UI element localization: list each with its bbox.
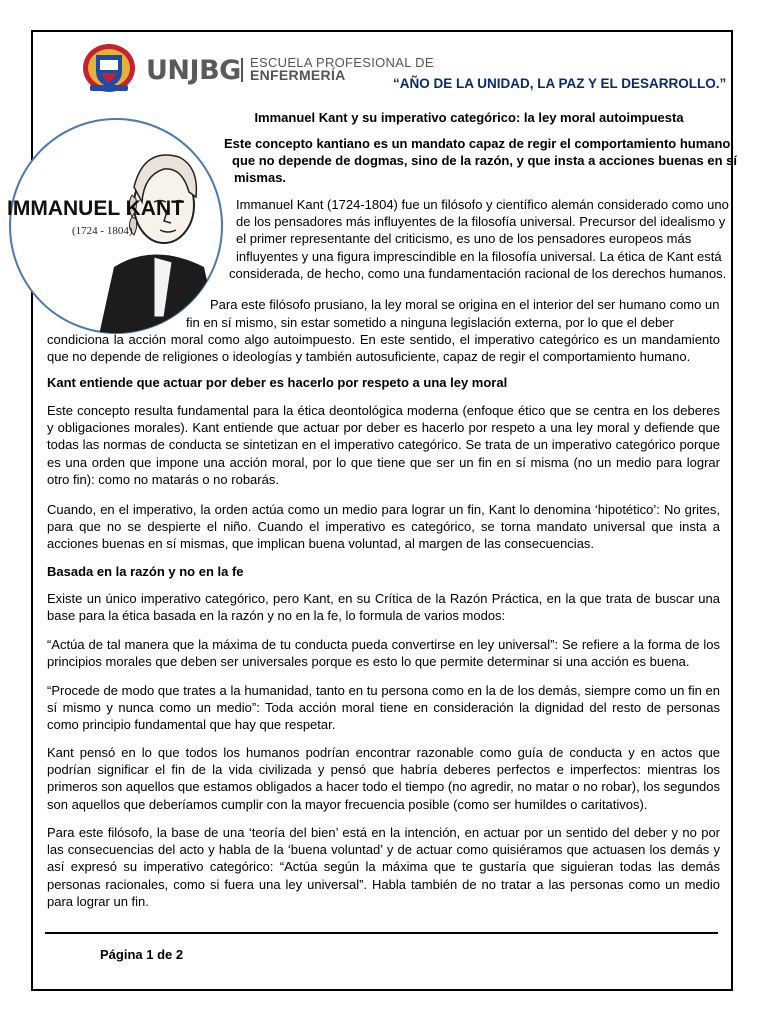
brand-name: UNJBG — [146, 55, 241, 86]
intro-line: el primer representante del criticismo, es uno de los pensadores europeos más — [236, 231, 692, 247]
intro-line: influyentes y una figura imprescindible en la filosofía universal. La ética de Kant está — [236, 248, 722, 264]
university-seal-logo — [82, 43, 136, 93]
paragraph-2-line1: Para este filósofo prusiano, la ley moral se origina en el interior del ser humano como un — [210, 297, 720, 312]
section-heading-1: Kant entiende que actuar por deber es hacerlo por respeto a una ley moral — [47, 375, 508, 390]
intro-paragraph — [229, 196, 729, 282]
brand-separator — [241, 58, 243, 82]
footer-rule — [45, 932, 718, 934]
year-motto: “AÑO DE LA UNIDAD, LA PAZ Y EL DESARROLLO.” — [393, 76, 727, 91]
paragraph-5: Existe un único imperativo categórico, pero Kant, en su Crítica de la Razón Práctica, en la que trata de buscar una base para la ética basada en la razón y no en la fe, lo formula de varios modos: — [47, 591, 720, 624]
portrait-years: (1724 - 1804) — [72, 225, 133, 237]
lead-line: Este concepto kantiano es un mandato capaz de regir el comportamiento humano, — [224, 136, 734, 151]
paragraph-7: “Procede de modo que trates a la humanidad, tanto en tu persona como en la de los demás, siempre como un fin en sí mismo y nunca como un medio”: Toda acción moral tiene en consideración la dignidad del resto de personas como principio fundamental que hay que respetar. — [47, 683, 720, 733]
intro-line: considerada, de hecho, como una fundamentación racional de los derechos humanos. — [229, 265, 727, 281]
intro-line: Immanuel Kant (1724-1804) fue un filósofo y científico alemán considerado como uno — [236, 197, 729, 212]
kant-portrait-image — [4, 117, 224, 335]
paragraph-2-line2: fin en sí mismo, sin estar sometido a ninguna legislación externa, por lo que el deber — [186, 315, 674, 330]
paragraph-6: “Actúa de tal manera que la máxima de tu conducta pueda convertirse en ley universal”: Se refiere a la forma de los principios morales que deben ser universales porque es esto lo que permite determinar si una acción es buena. — [47, 637, 720, 670]
paragraph-9: Para este filósofo, la base de una ‘teoría del bien’ está en la intención, en actuar por un sentido del deber y no por las consecuencias del acto y habla de la ‘buena voluntad’ y de actuar como quisiéramos que actuasen los demás y así expresó su imperativo categórico: “Actúa según la máxima que te gustaría que siguieran todas las demás personas racionales, como si fuera una ley universal”. Habla también de no tratar a las personas como un medio para lograr un fin. — [47, 825, 720, 909]
article-title: Immanuel Kant y su imperativo categórico: la ley moral autoimpuesta — [254, 110, 684, 125]
paragraph-3: Este concepto resulta fundamental para la ética deontológica moderna (enfoque ético que se centra en los deberes y obligaciones morales). Kant entiende que actuar por deber es hacerlo por respeto a una ley moral y defiende que todas las normas de conducta se sintetizan en el imperativo categórico. Se trata de un imperativo categórico porque es una orden que impone una acción moral, por lo que tiene que ser un fin en sí misma (no un medio para lograr otro fin): como no matarás o no robarás. — [47, 403, 720, 487]
lead-paragraph — [224, 135, 737, 187]
lead-line: mismas. — [234, 170, 287, 186]
school-name-line1: ESCUELA PROFESIONAL DE — [250, 55, 434, 70]
paragraph-8: Kant pensó en lo que todos los humanos podrían encontrar razonable como guía de conducta y en actos que podrían significar el fin de la vida civilizada y pensó que habría deberes perfectos e imperfectos: mientras los primeros son aquellos que estamos obligados a hacer todo el tiempo (no agredir, no matar o no robar), los segundos son aquellos que deberíamos cumplir con la mayor frecuencia posible (como ser humildes o caritativos). — [47, 745, 720, 812]
paragraph-4: Cuando, en el imperativo, la orden actúa como un medio para lograr un fin, Kant lo denomina ‘hipotético’: No grites, para que no se despierte el niño. Cuando el imperativo es categórico, se torna mandato universal que insta a acciones buenas en sí mismas, que implican buena voluntad, al margen de las consecuencias. — [47, 502, 720, 552]
intro-line: de los pensadores más influyentes de la filosofía universal. Precursor del idealismo y — [236, 214, 726, 230]
lead-line: que no depende de dogmas, sino de la razón, y que insta a acciones buenas en sí — [232, 153, 737, 169]
school-name-line2: ENFERMERÍA — [250, 67, 346, 83]
page-number: Página 1 de 2 — [100, 947, 184, 962]
paragraph-2-rest: condiciona la acción moral como algo autoimpuesto. En este sentido, el imperativo categórico es un mandamiento que no depende de religiones o ideologías y también autosuficiente, capaz de regir el comportamiento humano. — [47, 332, 720, 365]
section-heading-2: Basada en la razón y no en la fe — [47, 564, 244, 579]
portrait-caption: IMMANUEL KANT — [7, 197, 184, 220]
